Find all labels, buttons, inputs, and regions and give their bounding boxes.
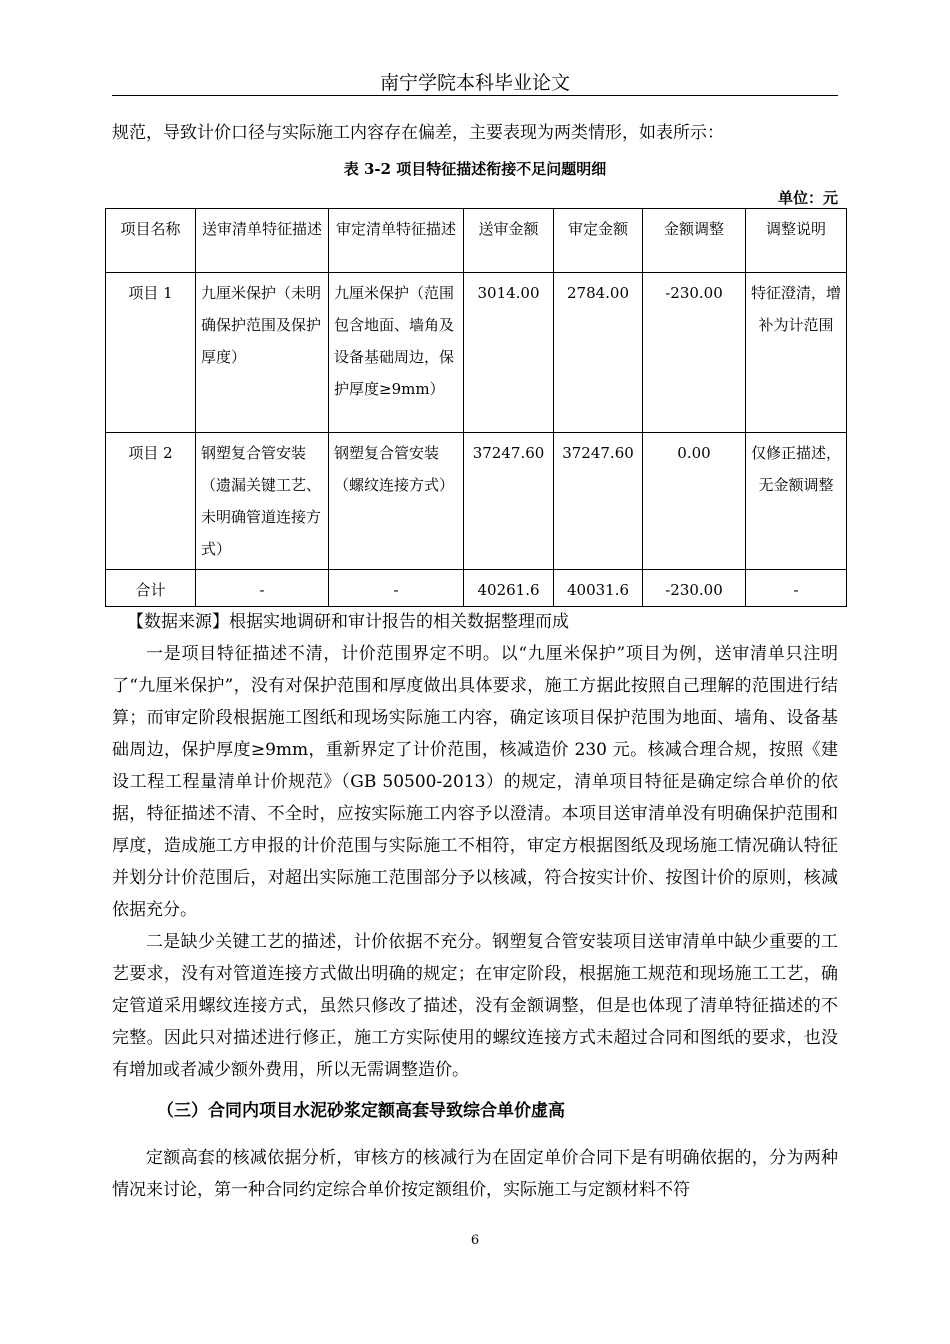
table-cell: 钢塑复合管安装（螺纹连接方式） <box>329 433 464 570</box>
table-total-row <box>106 570 847 607</box>
table-cell: 特征澄清，增补为计范围 <box>746 273 847 433</box>
issue-table <box>105 208 847 607</box>
table-header-cell: 审定金额 <box>554 209 643 273</box>
body-paragraph: 一是项目特征描述不清，计价范围界定不明。以“九厘米保护”项目为例，送审清单只注明了“九厘米保护”，没有对保护范围和厚度做出具体要求，施工方据此按照自己理解的范围进行结算；而审定阶段根据施工图纸和现场实际施工内容，确定该项目保护范围为地面、墙角、设备基础周边，保护厚度≥9mm，重新界定了计价范围，核减造价 230 元。核减合理合规，按照《建设工程工程量清单计价规范》（GB 50500-2013）的规定，清单项目特征是确定综合单价的依据，特征描述不清、不全时，应按实际施工内容予以澄清。本项目送审清单没有明确保护范围和厚度，造成施工方申报的计价范围与实际施工不相符，审定方根据图纸及现场施工情况确认特征并划分计价范围后，对超出实际施工范围部分予以核减，符合按实计价、按图计价的原则，核减依据充分。 <box>112 644 838 920</box>
intro-paragraph: 规范，导致计价口径与实际施工内容存在偏差，主要表现为两类情形，如表所示： <box>112 123 724 143</box>
table-header-cell: 调整说明 <box>746 209 847 273</box>
table-cell: 合计 <box>106 570 196 607</box>
table-header-row <box>106 209 847 273</box>
table-cell: 40031.6 <box>554 570 643 607</box>
table-cell: 项目 1 <box>106 273 196 433</box>
table-header-cell: 审定清单特征描述 <box>329 209 464 273</box>
table-header-cell: 金额调整 <box>643 209 746 273</box>
table-cell: 37247.60 <box>464 433 554 570</box>
table-cell: 九厘米保护（范围包含地面、墙角及设备基础周边，保护厚度≥9mm） <box>329 273 464 433</box>
table-cell: -230.00 <box>643 273 746 433</box>
table-unit: 单位：元 <box>777 189 838 207</box>
table-cell: -230.00 <box>643 570 746 607</box>
table-cell: - <box>329 570 464 607</box>
table-cell: 37247.60 <box>554 433 643 570</box>
table-row <box>106 433 847 570</box>
table-caption: 表 3-2 项目特征描述衔接不足问题明细 <box>343 160 607 178</box>
section-heading: （三）合同内项目水泥砂浆定额高套导致综合单价虚高 <box>157 1101 565 1121</box>
table-cell: - <box>746 570 847 607</box>
table-cell: 40261.6 <box>464 570 554 607</box>
table-header-cell: 送审金额 <box>464 209 554 273</box>
table-cell: 0.00 <box>643 433 746 570</box>
page-number: 6 <box>470 1233 480 1248</box>
header-divider <box>112 95 838 96</box>
table-cell: 仅修正描述，无金额调整 <box>746 433 847 570</box>
table-header-cell: 送审清单特征描述 <box>196 209 329 273</box>
table-cell: 2784.00 <box>554 273 643 433</box>
table-cell: 九厘米保护（未明确保护范围及保护厚度） <box>196 273 329 433</box>
page-header-title: 南宁学院本科毕业论文 <box>379 72 570 94</box>
body-paragraph: 定额高套的核减依据分析，审核方的核减行为在固定单价合同下是有明确依据的，分为两种情况来讨论，第一种合同约定综合单价按定额组价，实际施工与定额材料不符 <box>112 1148 838 1200</box>
data-source-note: 【数据来源】根据实地调研和审计报告的相关数据整理而成 <box>127 612 569 632</box>
table-row <box>106 273 847 433</box>
table-header-cell: 项目名称 <box>106 209 196 273</box>
body-paragraph: 二是缺少关键工艺的描述，计价依据不充分。钢塑复合管安装项目送审清单中缺少重要的工艺要求，没有对管道连接方式做出明确的规定；在审定阶段，根据施工规范和现场施工工艺，确定管道采用螺纹连接方式，虽然只修改了描述，没有金额调整，但是也体现了清单特征描述的不完整。因此只对描述进行修正，施工方实际使用的螺纹连接方式未超过合同和图纸的要求，也没有增加或者减少额外费用，所以无需调整造价。 <box>112 932 838 1080</box>
table-cell: - <box>196 570 329 607</box>
table-cell: 钢塑复合管安装（遗漏关键工艺、未明确管道连接方式） <box>196 433 329 570</box>
table-cell: 项目 2 <box>106 433 196 570</box>
table-cell: 3014.00 <box>464 273 554 433</box>
